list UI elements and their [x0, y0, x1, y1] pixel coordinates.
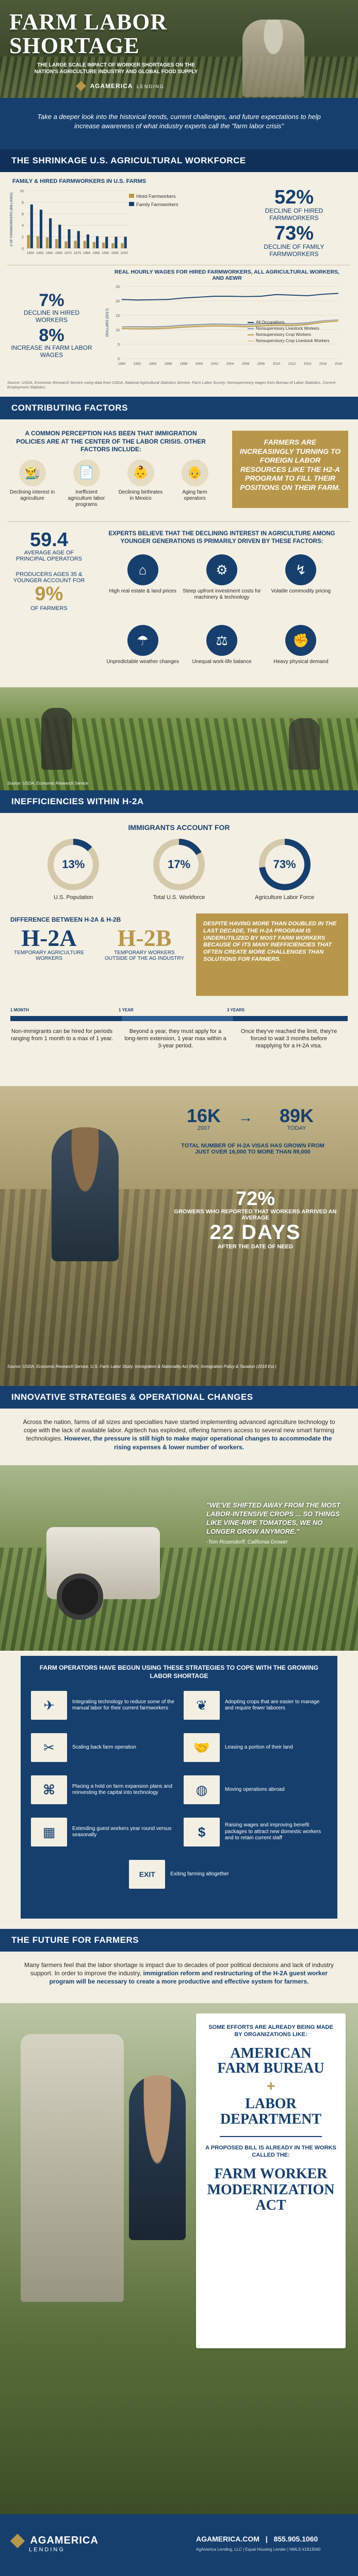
chart2-xtick: 1996 [164, 362, 172, 366]
chart1-bar [68, 229, 70, 248]
factor-list [5, 460, 222, 516]
strategy-label: Moving operations abroad [225, 1786, 285, 1792]
bill-line1: FARM WORKER [214, 2165, 328, 2182]
chart2-legend-label: Nonsupervisory Crop Livestock Workers [256, 338, 330, 343]
section1-source: Source: USDA, Economic Research Service using data from USDA, National Agricultural Statistics Service, Farm Labor Survey. Nonsupervisory wages from Bureau of Labor Statistics, Current Employment Statistics [7, 380, 336, 389]
section-title-workforce: THE SHRINKAGE U.S. AGRICULTURAL WORKFORCE [0, 149, 358, 172]
chart2-legend-label: All Occupations [256, 320, 285, 325]
chart1-bar [105, 237, 108, 248]
chart2-legend-swatch [248, 334, 254, 335]
stat3-value: 7% [39, 291, 64, 310]
plus-sign: + [266, 2078, 275, 2094]
chart1-bar [124, 237, 127, 248]
avg-age-label: AVERAGE AGE OF PRINCIPAL OPERATORS [16, 550, 82, 562]
tech-icon: ⌘ [31, 1775, 67, 1804]
bill-line3: ACT [255, 2197, 286, 2214]
future-card [196, 2013, 346, 2348]
exit-icon: EXIT [129, 1860, 165, 1889]
logo-icon [76, 81, 86, 91]
section2-source: Source: USDA, Economic Research Service [7, 781, 88, 786]
footer-fine: AgAmerica Lending, LLC | Equal Housing Lender | NMLS #1813040 [196, 2547, 321, 2552]
legend-family-label: Family Farmworkers [136, 202, 178, 207]
chart2-xtick: 2014 [303, 362, 312, 366]
chart1-bar [77, 231, 80, 248]
bill-name [204, 2166, 337, 2214]
pct-ring [153, 839, 205, 890]
chart2-legend-swatch [248, 328, 254, 329]
factors-lead: A COMMON PERCEPTION HAS BEEN THAT IMMIGRATION POLICIES ARE AT THE CENTER OF THE LABOR CRISIS. OTHER FACTORS INCLUDE: [16, 430, 206, 453]
chart2-legend-item [248, 326, 330, 332]
strategies-title: FARM OPERATORS HAVE BEGUN USING THESE STRATEGIES TO COPE WITH THE GROWING LABOR SHORTAGE [39, 1664, 319, 1680]
chart1-bar [30, 205, 33, 248]
h2a-underutilized-box: DESPITE HAVING MORE THAN DOUBLED IN THE LAST DECADE, THE H-2A PROGRAM IS UNDERUTILIZED BY MOST FARM WORKERS BECAUSE OF ITS MANY INEFFICIENCIES THAT OFTEN CREATE MORE CHALLENGES THAN SOLUTIONS FOR FARMERS. [196, 913, 348, 996]
strategy-label: Exiting farming altogether [170, 1871, 229, 1877]
young-producers-stat [10, 571, 88, 612]
strategy-label: Raising wages and improving benefit packages to attract new domestic workers and to retain current staff [225, 1822, 321, 1841]
chart1-xtick: 1985 [92, 251, 100, 255]
org2-line1: LABOR [245, 2096, 297, 2112]
chart2-xtick: 2006 [241, 362, 250, 366]
legend-hired-swatch [129, 194, 134, 198]
chart2-title: REAL HOURLY WAGES FOR HIRED FARMWORKERS, ALL AGRICULTURAL WORKERS, AND AEWR [115, 269, 339, 281]
timeline-text-0: Non-immigrants can be hired for periods ranging from 1 month to a max of 1 year. [10, 1028, 113, 1042]
chart2-xtick: 2012 [288, 362, 296, 366]
chart2-ytick: 25 [116, 285, 120, 289]
strategy-item [31, 1772, 174, 1808]
strategy-item [184, 1730, 327, 1766]
immigrant-pct [32, 839, 115, 906]
factor-item [117, 460, 165, 516]
pct-ring [47, 839, 99, 890]
chart1-title: FAMILY & HIRED FARMWORKERS IN U.S. FARMS [12, 178, 147, 184]
chart2-xtick: 1992 [133, 362, 141, 366]
avg-age-stat [10, 530, 88, 562]
stat4-label: INCREASE IN FARM LABOR WAGES [11, 344, 92, 359]
org1-line2: FARM BUREAU [217, 2060, 324, 2076]
title-line-1: FARM LABOR [9, 9, 168, 35]
chart1-bar [121, 243, 123, 248]
strategies-panel [21, 1656, 337, 1919]
factor-item [171, 460, 219, 516]
timeline-text-1: Beyond a year, they must apply for a long-term extension, 1 year max within a 3-year period. [124, 1028, 226, 1049]
footer [0, 2514, 358, 2576]
strategy-item [31, 1856, 327, 1892]
h2a-block [10, 926, 88, 961]
strategies-body-text: Across the nation, farms of all sizes and specialties have started implementing advanced agriculture technology to cope with the lack of available labor. Agritech has exploded, offering farmers access to several new smart farming technologies. [23, 1418, 335, 1443]
chart1-legend [129, 194, 178, 207]
driver-item [103, 625, 182, 683]
future-body-text: Many farmers feel that the labor shortage is impact due to decades of poor political decisions and lack of industry support. In order to improve the industry, [24, 1961, 334, 1977]
scissors-icon: ✂ [31, 1733, 67, 1762]
future-body-bold: immigration reform and restructuring of the H-2A guest worker program will be necessary to create a more productive and effective system for farmers. [49, 1970, 328, 1986]
chart2-xtick: 1994 [149, 362, 157, 366]
strategy-grid [31, 1687, 327, 1892]
chart1-bar [40, 210, 42, 248]
chart-icon: ↯ [285, 554, 316, 585]
calendar-icon: ▦ [31, 1818, 67, 1846]
strategies-body-bold: However, the pressure is still high to make major operational changes to accommodate the rising expenses & lower number of workers. [64, 1435, 332, 1451]
pct-ring [259, 839, 311, 890]
stat-wage-increase [10, 327, 93, 359]
section-title-future: THE FUTURE FOR FARMERS [0, 1929, 358, 1952]
section3-source: Source: USDA, Economic Research Service, U.S. Farm Labor Study; Immigration & Nationality Act (INA), Immigration Policy & Taxation (2018 Est.) [7, 1364, 276, 1369]
chart2-legend-label: Nonsupervisory Livestock Workers [256, 326, 320, 331]
timeline-label-1: 1 YEAR [119, 1008, 134, 1012]
chart2-legend-swatch [248, 322, 254, 323]
legend-family-swatch [129, 202, 134, 206]
strategy-item [31, 1730, 174, 1766]
strategy-item [184, 1772, 327, 1808]
chart1-ytick: 4 [22, 224, 24, 228]
chart1-bar [111, 243, 114, 248]
stat2-value: 73% [274, 223, 314, 244]
handshake-icon: 🤝 [184, 1733, 220, 1762]
legend-family [129, 202, 178, 207]
factor-item-label: Declining interest in agriculture [9, 489, 55, 501]
visa-arrow: → [238, 1109, 253, 1125]
strategy-item [184, 1687, 327, 1723]
footer-logo-name: AGAMERICA [30, 2535, 99, 2546]
chart2-xtick: 2000 [195, 362, 203, 366]
chart1-ytick: 6 [22, 212, 24, 216]
chart1-bar [27, 235, 30, 248]
intro [0, 98, 358, 149]
chart1-bar [46, 238, 48, 248]
visa-2007-value: 16K [186, 1105, 221, 1126]
immigrant-pcts [21, 839, 337, 906]
strategy-label: Scaling back farm operation [72, 1744, 136, 1750]
chart2-legend-item [248, 338, 330, 344]
worker-silhouette-2 [289, 718, 320, 770]
growers-text: GROWERS WHO REPORTED THAT WORKERS ARRIVED AN AVERAGE [174, 1209, 337, 1221]
chart1-xtick: 1990 [102, 251, 109, 255]
quote-text: "WE'VE SHIFTED AWAY FROM THE MOST LABOR-INTENSIVE CROPS ... SO THINGS LIKE VINE-RIPE TOMATOES, WE NO LONGER GROW ANYMORE." [206, 1501, 340, 1535]
chart1-bar [93, 242, 95, 248]
timeline-text-2: Once they've reached the limit, they're forced to wait 3 months before reapplying for a H-2A visa. [240, 1028, 337, 1049]
chart2-ytick: 20 [116, 300, 120, 303]
title-line-2: SHORTAGE [9, 33, 140, 58]
chart1-bar [64, 242, 67, 248]
driver-item [262, 554, 340, 619]
chart2-legend [248, 319, 330, 344]
tractor-photo [0, 1465, 358, 1651]
chart1-xtick: 1995 [111, 251, 119, 255]
section-strategies [0, 1409, 358, 1929]
chart2-xtick: 1990 [118, 362, 126, 366]
tractor-icon: ⚙ [206, 554, 237, 585]
visa-today [258, 1107, 335, 1131]
house-icon: ⌂ [127, 554, 158, 585]
pct-label: Total U.S. Workforce [153, 894, 205, 901]
strategy-label: Adopting crops that are easier to manage and require fewer laborers [225, 1699, 320, 1711]
chart2-legend-item [248, 319, 330, 326]
section-workforce [0, 172, 358, 397]
chart1-xtick: 1955 [36, 251, 44, 255]
money-icon: $ [184, 1818, 220, 1846]
chart1-ylabel: # OF FARMWORKERS (MILLIONS) [10, 192, 13, 247]
worker-photo [0, 1086, 358, 1386]
chart2-series-line [122, 293, 338, 300]
header-hero [0, 0, 358, 98]
driver-item [103, 554, 182, 619]
org1-line1: AMERICAN [230, 2045, 312, 2061]
stat1-value: 52% [274, 187, 314, 208]
legend-hired-label: Hired Farmworkers [136, 194, 176, 199]
footer-domain[interactable]: AGAMERICA.COM [196, 2535, 259, 2543]
chart2-xtick: 2010 [272, 362, 281, 366]
worker-figure [52, 1127, 119, 1261]
timeline-label-2: 3 YEARS [227, 1008, 245, 1012]
chart2-ytick: 15 [116, 314, 120, 318]
section-title-h2a: INEFFICIENCIES WITHIN H-2A [0, 790, 358, 813]
chart2-xtick: 1998 [180, 362, 188, 366]
visa-today-value: 89K [279, 1105, 314, 1126]
driver-item-label: Steep upfront investment costs for machinery & technology [183, 588, 261, 600]
strategy-item [184, 1814, 327, 1850]
chart1-ytick: 2 [22, 235, 24, 240]
footer-contact [196, 2535, 318, 2543]
immigrant-pct [138, 839, 220, 906]
h2b-code: H-2B [117, 925, 172, 951]
stat-hired-decline [242, 188, 346, 222]
section-future [0, 1952, 358, 2514]
avg-age-value: 59.4 [30, 529, 68, 551]
visa-2007 [170, 1107, 237, 1131]
strategy-label: Extending guest workers year round versus seasonally [72, 1825, 172, 1838]
chart1-svg [7, 187, 219, 261]
chart2-legend-label: Nonsupervisory Crop Workers [256, 332, 311, 337]
strategies-body [21, 1418, 337, 1451]
worker-icon: ✊ [285, 625, 316, 656]
farmer-silhouette [242, 20, 304, 97]
growers-value: 72% [235, 1188, 275, 1210]
immigrants-title: IMMIGRANTS ACCOUNT FOR [128, 823, 230, 832]
footer-logo-sub: LENDING [29, 2547, 65, 2553]
page-subtitle: THE LARGE SCALE IMPACT OF WORKER SHORTAGES ON THE NATION'S AGRICULTURE INDUSTRY AND GLOBAL FOOD SUPPLY [34, 62, 198, 75]
chart1-bar [55, 239, 58, 248]
young-value: 9% [35, 583, 63, 605]
driver-item [262, 625, 340, 683]
chart2-ytick: 10 [116, 329, 120, 332]
quote-author: -Tom Rosendorff, California Grower [206, 1539, 288, 1545]
org-farm-bureau [204, 2046, 337, 2076]
stat4-value: 8% [39, 326, 64, 345]
strategy-item [31, 1687, 174, 1723]
stat3-label: DECLINE IN HIRED WORKERS [23, 309, 80, 324]
stat-hired-workers [10, 292, 93, 324]
factor-item-label: Aging farm operators [182, 489, 207, 501]
chart2-legend-item [248, 332, 330, 338]
factors-divider [7, 521, 351, 522]
pct-label: U.S. Population [54, 894, 93, 901]
growers-stat [170, 1189, 340, 1250]
footer-logo[interactable] [12, 2535, 99, 2553]
globe-icon: ◍ [184, 1775, 220, 1804]
pct-value: 17% [159, 845, 199, 884]
strategy-item [31, 1814, 174, 1850]
chart2-xtick: 2008 [257, 362, 265, 366]
chart1-bar [74, 241, 76, 248]
intro-text: Take a deeper look into the historical trends, current challenges, and future expectations to help increase awareness of what industry experts call the "farm labor crisis" [37, 113, 321, 130]
chart2-ytick: 0 [118, 358, 120, 361]
future-body [21, 1961, 337, 1986]
chart2-xtick: 2004 [226, 362, 234, 366]
factor-item-label: Inefficient agriculture labor programs [68, 489, 105, 507]
pct-value: 13% [54, 845, 93, 884]
days-suffix: AFTER THE DATE OF NEED [218, 1244, 293, 1250]
diff-title: DIFFERENCE BETWEEN H-2A & H-2B [10, 916, 121, 923]
chart1-bar [49, 218, 52, 248]
days-value: 22 DAYS [209, 1221, 301, 1244]
chart1-bar [58, 225, 61, 248]
section-title-factors: CONTRIBUTING FACTORS [0, 397, 358, 419]
worker-figure-2 [129, 2075, 186, 2240]
org2-line2: DEPARTMENT [220, 2111, 322, 2127]
immigrant-pct [243, 839, 326, 906]
document-icon: 📄 [73, 460, 100, 486]
footer-sep: | [265, 2535, 268, 2543]
card-divider [220, 2136, 322, 2137]
weather-icon: ☂ [127, 625, 158, 656]
stat-family-decline [242, 224, 346, 258]
section-factors [0, 419, 358, 790]
elderly-icon: 👴 [182, 460, 208, 486]
bill-line2: MODERNIZATION [207, 2181, 335, 2198]
chart1-xtick: 2000 [120, 251, 128, 255]
chart1-xtick: 1950 [26, 251, 35, 255]
drone-icon: ✈ [31, 1691, 67, 1720]
harvester-shape [21, 2034, 124, 2302]
chart2-legend-swatch [248, 341, 254, 342]
driver-item [182, 625, 261, 683]
chart1-ytick: 10 [20, 190, 24, 193]
timeline-label-0: 1 MONTH [10, 1008, 29, 1012]
pct-value: 73% [265, 845, 304, 884]
h2a-code: H-2A [21, 925, 77, 951]
chart1-bar [87, 234, 89, 248]
efforts-lead: SOME EFFORTS ARE ALREADY BEING MADE BY ORGANIZATIONS LIKE: [208, 2024, 333, 2038]
chart2-xtick: 2002 [210, 362, 219, 366]
page-title [9, 10, 167, 58]
driver-item-label: High real estate & land prices [109, 588, 176, 594]
header-logo [77, 81, 165, 91]
footer-logo-icon [10, 2533, 25, 2548]
chart1-bar [96, 236, 99, 248]
scale-icon: ⚖ [206, 625, 237, 656]
chart-farmworkers [7, 178, 219, 261]
young-suffix: OF FARMERS [30, 605, 68, 612]
chart2-ytick: 5 [118, 343, 120, 347]
visa-today-year: TODAY [287, 1125, 306, 1131]
quote [206, 1501, 346, 1545]
bill-lead: A PROPOSED BILL IS ALREADY IN THE WORKS CALLED THE: [205, 2145, 336, 2159]
factor-item-label: Declining birthrates in Mexico [118, 489, 163, 501]
tractor-wheel [57, 1573, 103, 1620]
timeline [10, 1008, 348, 1080]
h2b-block [103, 926, 186, 961]
org-labor-dept [204, 2096, 337, 2127]
section-title-strategies: INNOVATIVE STRATEGIES & OPERATIONAL CHANGES [0, 1386, 358, 1409]
chart1-xtick: 1975 [73, 251, 82, 255]
driver-item-label: Volatile commodity pricing [271, 588, 331, 594]
experts-lead: EXPERTS BELIEVE THAT THE DECLINING INTEREST IN AGRICULTURE AMONG YOUNGER GENERATIONS IS PRIMARILY DRIVEN BY THESE FACTORS: [108, 531, 335, 545]
logo-name: AGAMERICA [90, 82, 133, 90]
timeline-bar [10, 1016, 348, 1021]
driver-item [182, 554, 261, 619]
pct-label: Agriculture Labor Force [255, 894, 315, 901]
driver-item-label: Heavy physical demand [273, 659, 329, 665]
driver-grid [103, 554, 340, 683]
h2a-label: TEMPORARY AGRICULTURE WORKERS [13, 950, 85, 961]
chart1-xtick: 1960 [45, 251, 53, 255]
worker-silhouette [41, 708, 72, 770]
driver-item-label: Unpredictable weather changes [106, 659, 179, 665]
chart2-xtick: 2018 [334, 362, 343, 366]
chart1-xtick: 1970 [64, 251, 72, 255]
visa-caption: TOTAL NUMBER OF H-2A VISAS HAS GROWN FROM JUST OVER 16,000 TO MORE THAN 89,000 [181, 1143, 324, 1155]
chart1-xtick: 1980 [83, 251, 91, 255]
chart1-xtick: 1965 [55, 251, 62, 255]
baby-icon: 👶 [127, 460, 154, 486]
strategy-label: Leasing a portion of their land [225, 1744, 293, 1750]
chart1-bar [37, 236, 39, 248]
chart1-ytick: 8 [22, 201, 24, 205]
young-label: PRODUCERS AGES 35 & YOUNGER ACCOUNT FOR [13, 571, 85, 584]
chart1-ytick: 0 [22, 247, 24, 251]
visa-2007-year: 2007 [197, 1125, 210, 1131]
strategy-label: Integrating technology to reduce some of the manual labor for their current farmworkers [72, 1699, 174, 1711]
factor-item [9, 460, 56, 516]
chart1-bar [115, 237, 117, 248]
chart1-bar [84, 241, 86, 248]
stat1-label: DECLINE OF HIRED FARMWORKERS [265, 207, 323, 222]
factor-item [63, 460, 110, 516]
farm-photo [0, 2003, 358, 2514]
farmer-icon: 👨‍🌾 [19, 460, 46, 486]
driver-item-label: Unequal work-life balance [192, 659, 252, 665]
chart2-ylabel: DOLLARS (2017) [106, 308, 109, 337]
h2b-label: TEMPORARY WORKERS OUTSIDE OF THE AG INDUSTRY [104, 950, 185, 961]
footer-phone[interactable]: 855.905.1060 [273, 2535, 318, 2543]
legend-hired [129, 194, 178, 199]
logo-sub: LENDING [136, 84, 165, 89]
strategy-label: Placing a hold on farm expansion plans and reinvesting the capital into technology [72, 1783, 173, 1796]
chart2-xtick: 2016 [319, 362, 327, 366]
chart1-bar [102, 243, 105, 248]
farmworkers-photo [0, 687, 358, 790]
crop-icon: ❦ [184, 1691, 220, 1720]
h2a-gold-box: FARMERS ARE INCREASINGLY TURNING TO FOREIGN LABOR RESOURCES LIKE THE H2-A PROGRAM TO FILL THEIR POSITIONS ON THEIR FARM. [232, 431, 348, 508]
section-h2a [0, 813, 358, 1386]
stat2-label: DECLINE OF FAMILY FARMWORKERS [264, 243, 324, 258]
